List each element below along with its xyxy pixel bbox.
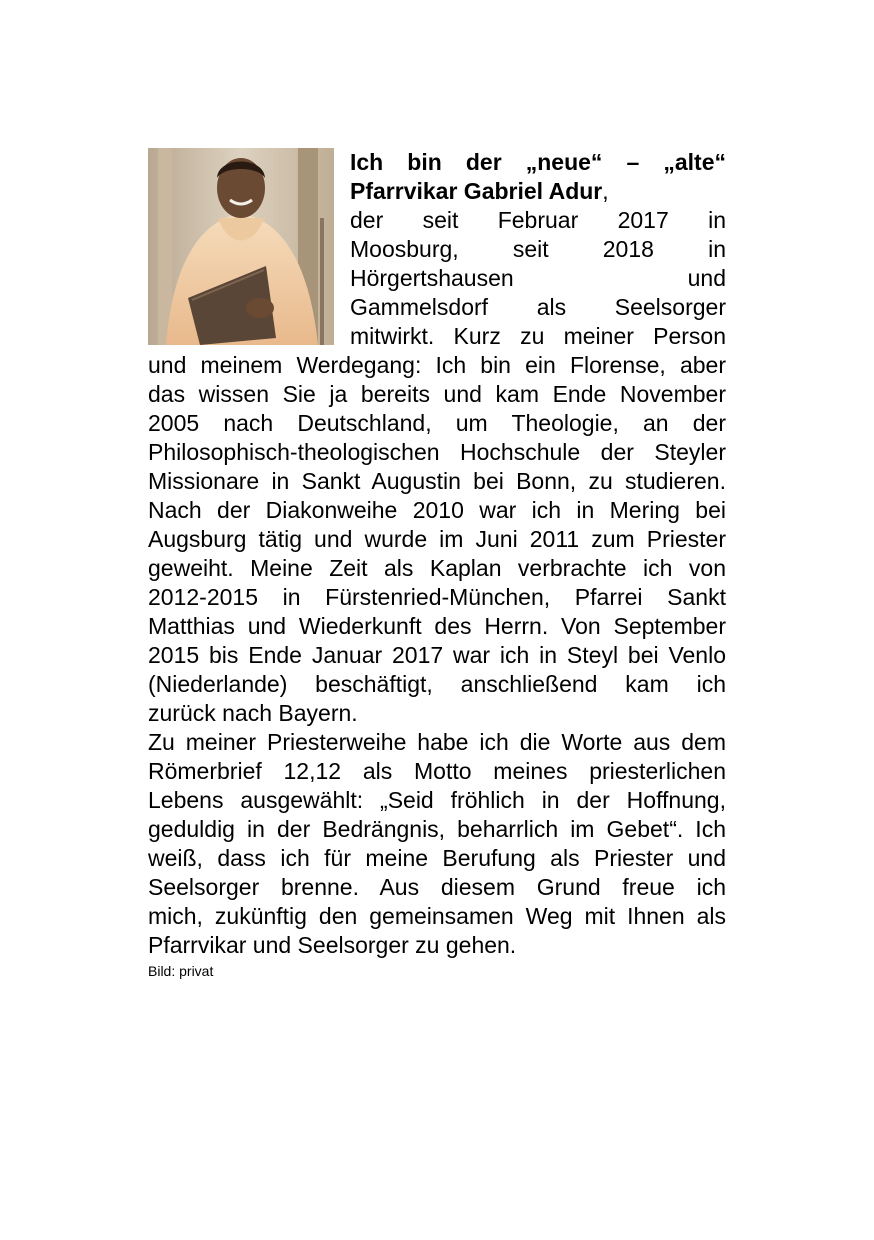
intro-line: Moosburg, seit 2018 in [350,236,726,262]
body-line: Nach der Diakonweihe 2010 war ich in Mering bei [148,497,726,523]
body-line: Zu meiner Priesterweihe habe ich die Worte aus dem [148,729,726,755]
body-line: und meinem Werdegang: Ich bin ein Florense, aber [148,352,726,378]
body-line: Missionare in Sankt Augustin bei Bonn, zu studieren. [148,468,726,494]
article [148,148,726,980]
body-line: Augsburg tätig und wurde im Juni 2011 zum Priester [148,526,726,552]
body-line: (Niederlande) beschäftigt, anschließend kam ich [148,671,726,697]
heading-line-1: Ich bin der „neue“ – „alte“ [350,149,726,175]
body-line: Seelsorger brenne. Aus diesem Grund freue ich [148,874,726,900]
body-line: Pfarrvikar und Seelsorger zu gehen. [148,932,517,958]
body-text [148,351,726,960]
body-line: Römerbrief 12,12 als Motto meines priesterlichen [148,758,726,784]
body-line: 2012-2015 in Fürstenried-München, Pfarrei Sankt [148,584,726,610]
body-line: geduldig in der Bedrängnis, beharrlich im Gebet“. Ich [148,816,726,842]
heading-line-2: Pfarrvikar Gabriel Adur, [350,178,609,204]
photo-caption: Bild: privat [148,963,214,979]
intro-line: mitwirkt. Kurz zu meiner Person [350,323,726,349]
body-line: Philosophisch-theologischen Hochschule der Steyler [148,439,726,465]
intro-line: der seit Februar 2017 in [350,207,726,233]
body-line: zurück nach Bayern. [148,700,358,726]
body-line: das wissen Sie ja bereits und kam Ende November [148,381,726,407]
priest-photo [148,148,334,345]
body-line: weiß, dass ich für meine Berufung als Priester und [148,845,726,871]
body-line: 2015 bis Ende Januar 2017 war ich in Steyl bei Venlo [148,642,726,668]
body-line: 2005 nach Deutschland, um Theologie, an der [148,410,726,436]
body-line: mich, zukünftig den gemeinsamen Weg mit Ihnen als [148,903,726,929]
intro-line: Gammelsdorf als Seelsorger [350,294,726,320]
priest-photo-icon [148,148,334,345]
intro-line: Hörgertshausen und [350,265,726,291]
body-line: geweiht. Meine Zeit als Kaplan verbrachte ich von [148,555,726,581]
body-line: Lebens ausgewählt: „Seid fröhlich in der Hoffnung, [148,787,726,813]
body-line: Matthias und Wiederkunft des Herrn. Von September [148,613,726,639]
